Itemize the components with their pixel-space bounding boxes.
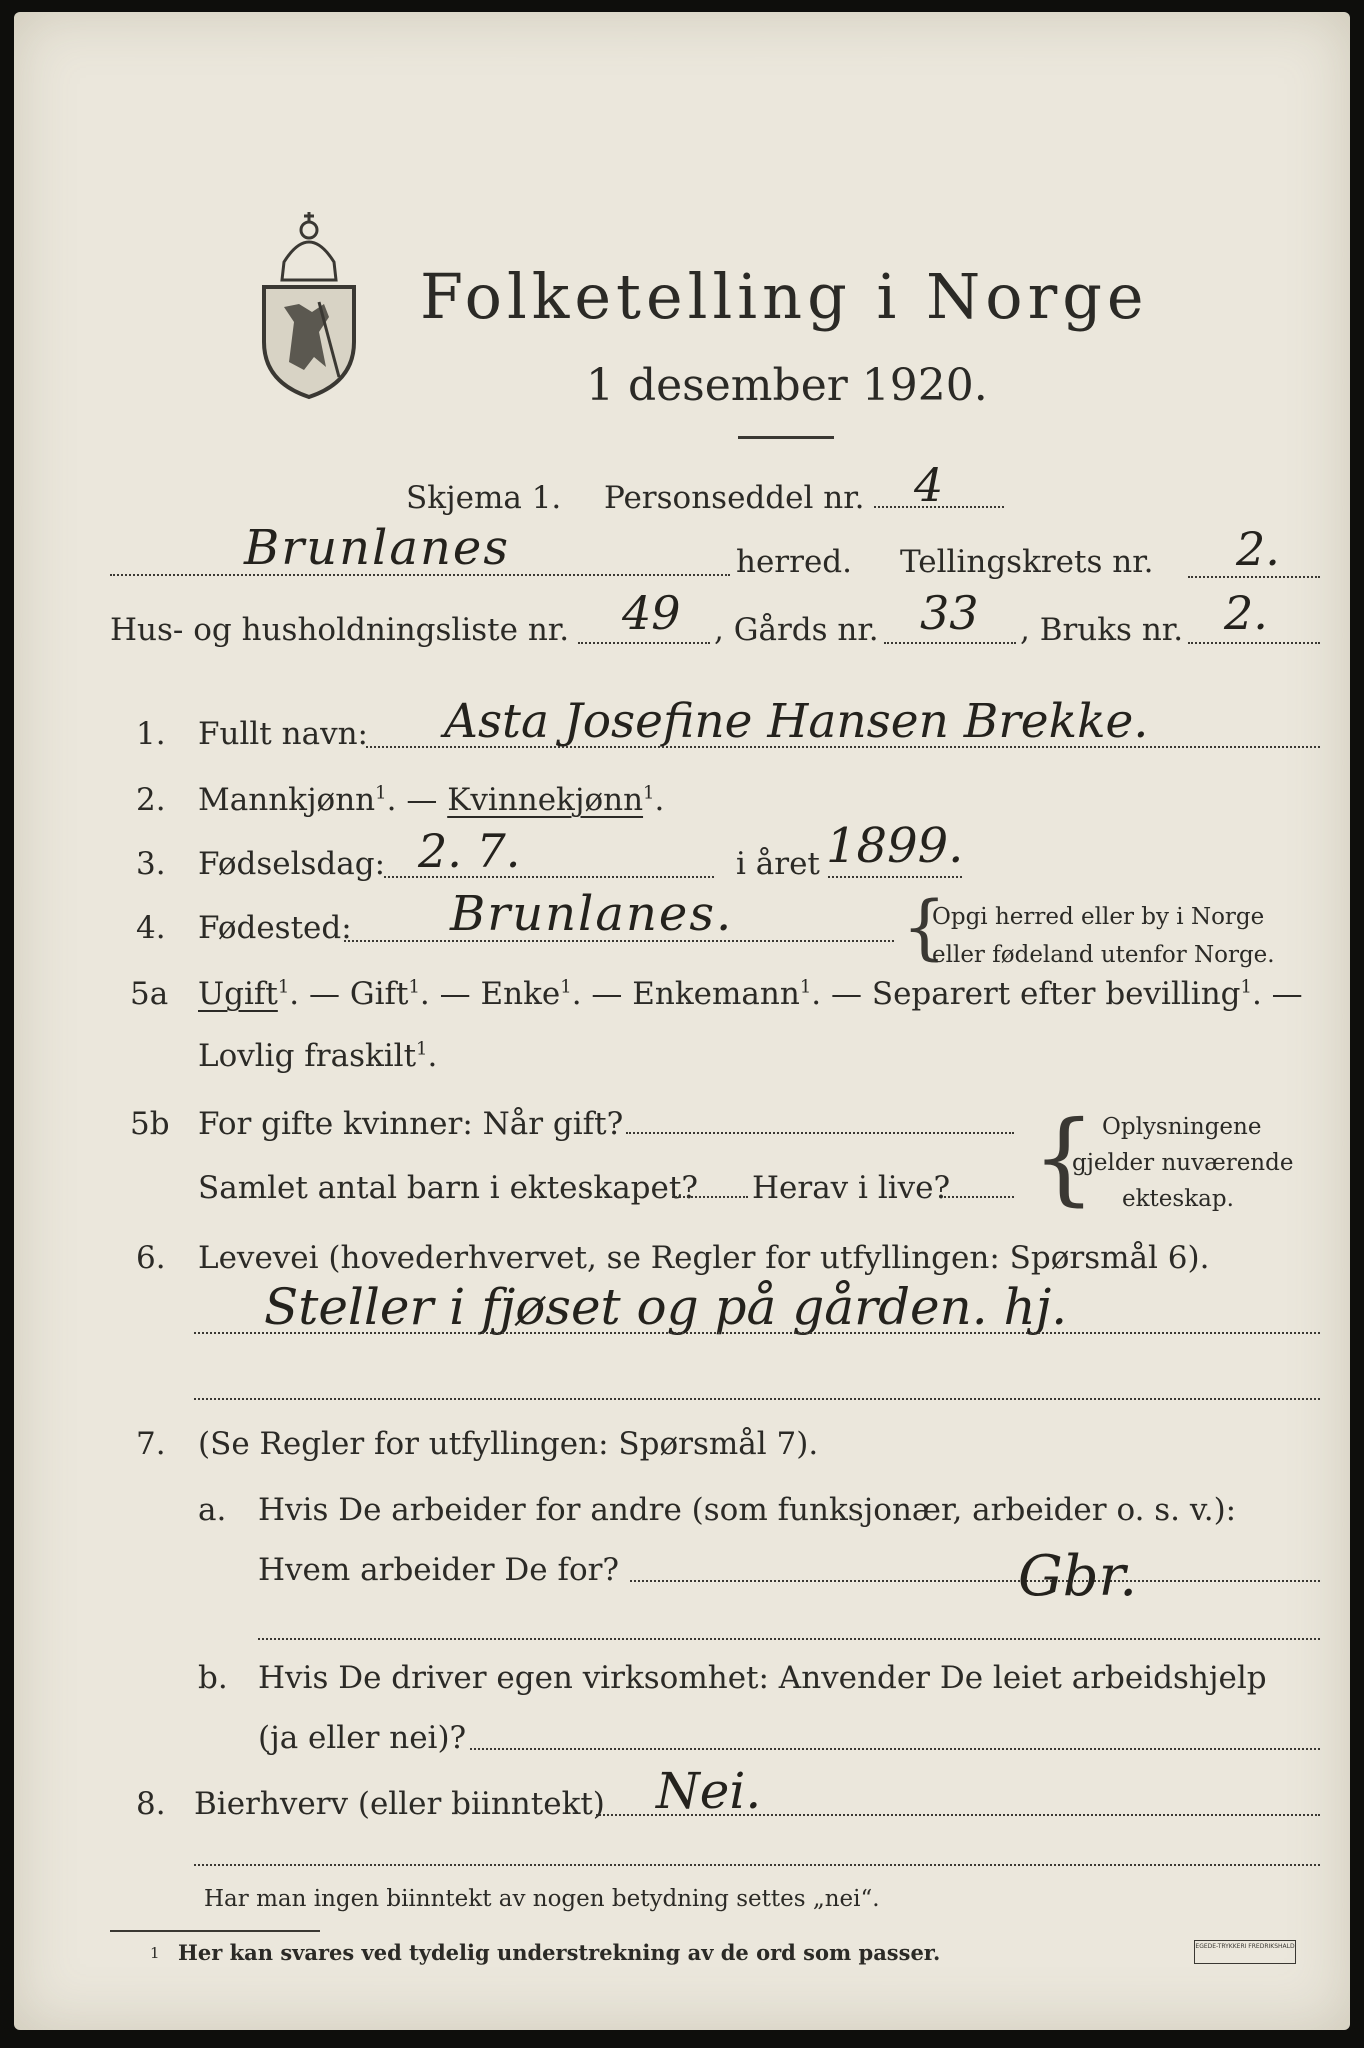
- gards-line: [884, 642, 1016, 644]
- q7-number: 7.: [136, 1426, 166, 1462]
- q5b-note-3: ekteskap.: [1122, 1186, 1234, 1212]
- personseddel-label: Personseddel nr.: [604, 480, 865, 516]
- bruks-line: [1188, 642, 1320, 644]
- q7b-letter: b.: [198, 1660, 228, 1696]
- skjema-label: Skjema 1.: [406, 480, 562, 516]
- q5b-line-3: [944, 1196, 1014, 1198]
- q6-number: 6.: [136, 1240, 166, 1276]
- q5b-label-1: For gifte kvinner: Når gift?: [198, 1106, 624, 1142]
- q7b-line: [470, 1748, 1320, 1750]
- q2-options: Mannkjønn$^1$. — Kvinnekjønn$^1$.: [198, 782, 665, 818]
- herred-label: herred.: [736, 544, 852, 580]
- q5b-label-3: Herav i live?: [752, 1170, 951, 1206]
- q5a-lovlig: Lovlig fraskilt$^1$.: [198, 1038, 438, 1074]
- tellingskrets-value: 2.: [1236, 522, 1280, 576]
- q3-year-line: [828, 876, 962, 878]
- q6-line-1: [194, 1332, 1320, 1334]
- bruks-value: 2.: [1224, 586, 1268, 640]
- q3-year-value: 1899.: [826, 818, 964, 874]
- q1-label: Fullt navn:: [198, 716, 368, 752]
- q8-number: 8.: [136, 1786, 166, 1822]
- q3-day-value: 2. 7.: [418, 824, 521, 878]
- q6-value: Steller i fjøset og på gården. hj.: [264, 1278, 1068, 1336]
- q5a-number: 5a: [130, 976, 169, 1012]
- footnote-mark: 1: [150, 1944, 160, 1962]
- bruks-label: , Bruks nr.: [1020, 612, 1184, 648]
- q7a-label-1: Hvis De arbeider for andre (som funksjonær, arbeider o. s. v.):: [258, 1492, 1237, 1528]
- q5b-number: 5b: [130, 1106, 170, 1142]
- q3-number: 3.: [136, 846, 166, 882]
- q7a-value: Gbr.: [1018, 1544, 1137, 1609]
- q7a-label-2: Hvem arbeider De for?: [258, 1552, 620, 1588]
- q7-label: (Se Regler for utfyllingen: Spørsmål 7).: [198, 1426, 819, 1462]
- q6-line-2: [194, 1398, 1320, 1400]
- hus-line: [578, 642, 710, 644]
- q5a-enkemann: Enkemann: [632, 976, 800, 1012]
- q1-value: Asta Josefine Hansen Brekke.: [444, 694, 1149, 749]
- census-date: 1 desember 1920.: [586, 360, 988, 411]
- q5a-options: Ugift$^1$. — Gift$^1$. — Enke$^1$. — Enkemann$^1$. — Separert efter bevilling$^1$. —: [198, 976, 1303, 1012]
- q5a-enke: Enke: [480, 976, 561, 1012]
- footnote-text: Her kan svares ved tydelig understrekning av de ord som passer.: [178, 1940, 941, 1965]
- title-divider: [738, 436, 834, 439]
- q2-kvinnekjonn: Kvinnekjønn: [447, 782, 644, 818]
- hus-value: 49: [622, 586, 681, 640]
- census-form: [14, 12, 1350, 2030]
- q2-mannkjonn: Mannkjønn: [198, 782, 376, 818]
- q5b-label-2: Samlet antal barn i ekteskapet?: [198, 1170, 698, 1206]
- q8-line-2: [194, 1864, 1320, 1866]
- q6-label: Levevei (hovederhvervet, se Regler for utfyllingen: Spørsmål 6).: [198, 1240, 1210, 1276]
- q2-number: 2.: [136, 782, 166, 818]
- q4-note-brace: {: [902, 886, 947, 968]
- q5b-line-1: [626, 1132, 1014, 1134]
- q8-value: Nei.: [656, 1762, 762, 1820]
- q4-number: 4.: [136, 910, 166, 946]
- q4-label: Fødested:: [198, 910, 352, 946]
- footnote-divider: [110, 1930, 320, 1932]
- q7a-line-1: [630, 1580, 1320, 1582]
- q5b-note-2: gjelder nuværende: [1072, 1150, 1294, 1176]
- biinntekt-note: Har man ingen biinntekt av nogen betydning settes „nei“.: [204, 1886, 880, 1912]
- q4-note-1: Opgi herred eller by i Norge: [932, 904, 1265, 930]
- q5b-note-brace: {: [1032, 1099, 1096, 1216]
- q7b-label-2: (ja eller nei)?: [258, 1720, 467, 1756]
- q5a-gift: Gift: [349, 976, 409, 1012]
- q5a-separert: Separert efter bevilling: [871, 976, 1241, 1012]
- q5b-note-1: Oplysningene: [1102, 1114, 1262, 1140]
- herred-value: Brunlanes: [244, 520, 510, 576]
- coat-of-arms-icon: [254, 192, 364, 402]
- q5b-line-2: [672, 1196, 748, 1198]
- q7b-label-1: Hvis De driver egen virksomhet: Anvender De leiet arbeidshjelp: [258, 1660, 1267, 1696]
- q4-value: Brunlanes.: [450, 886, 734, 942]
- printer-stamp: EGEDE-TRYKKERI FREDRIKSHALD: [1194, 1940, 1296, 1964]
- gards-value: 33: [920, 586, 979, 640]
- gards-label: , Gårds nr.: [714, 612, 879, 648]
- q7a-letter: a.: [198, 1492, 227, 1528]
- q3-year-label: i året: [736, 846, 820, 882]
- hus-label: Hus- og husholdningsliste nr.: [110, 612, 570, 648]
- tellingskrets-label: Tellingskrets nr.: [900, 544, 1154, 580]
- tellingskrets-line: [1188, 576, 1320, 578]
- herred-line: [110, 574, 730, 576]
- q8-label: Bierhverv (eller biinntekt): [194, 1786, 605, 1822]
- personseddel-value: 4: [914, 458, 944, 512]
- q1-number: 1.: [136, 716, 166, 752]
- q4-note-2: eller fødeland utenfor Norge.: [932, 942, 1275, 968]
- q3-label: Fødselsdag:: [198, 846, 386, 882]
- q5a-ugift: Ugift: [198, 976, 278, 1012]
- page-title: Folketelling i Norge: [420, 260, 1149, 333]
- q7a-line-2: [258, 1638, 1320, 1640]
